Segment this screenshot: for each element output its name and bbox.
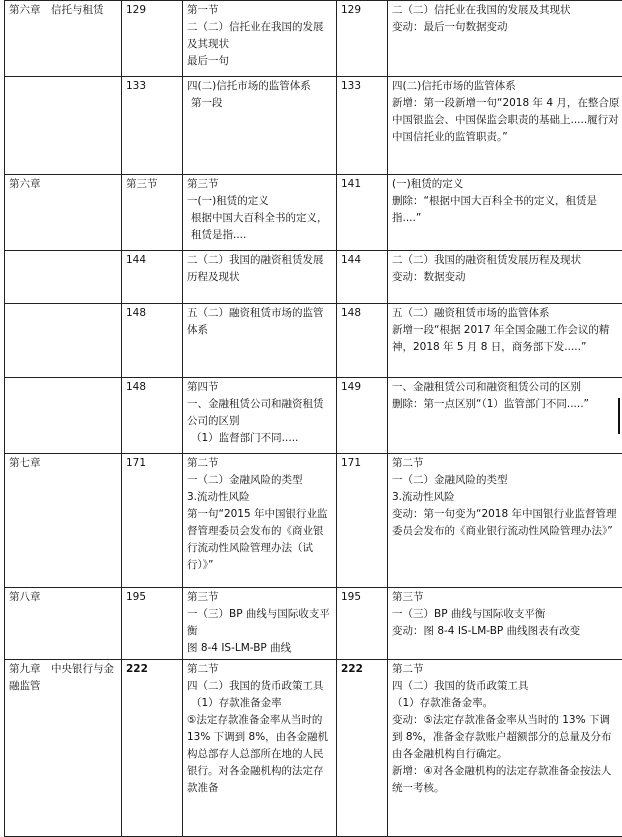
old-content-line: 第二节: [187, 661, 332, 678]
old-content-line: 3.流动性风险: [187, 489, 332, 506]
new-content-line: 3.流动性风险: [392, 489, 620, 506]
table-row: [5, 77, 622, 175]
new-content-line: 二（二）我国的融资租赁发展历程及现状: [392, 252, 620, 269]
chapter-cell: 第六章: [5, 175, 122, 251]
chapter-cell: 第九章 中央银行与金融监管: [5, 660, 122, 837]
new-content-cell: [388, 77, 622, 175]
new-page-cell: 195: [337, 588, 388, 660]
new-page-cell: 129: [337, 1, 388, 77]
old-content-line: ⑤法定存款准备金率从当时的 13% 下调到 8%，由各金融机构总部存人总部所在地的人民银行。对各金融机构的法定存款准备: [187, 712, 332, 797]
table-row: [5, 304, 622, 378]
new-content-line: 一（三）BP 曲线与国际收支平衡: [392, 606, 620, 623]
table-row: [5, 588, 622, 660]
old-page-cell: 148: [122, 378, 183, 454]
old-content-line: 第一段: [187, 95, 332, 112]
old-content-line: 最后一句: [187, 53, 332, 70]
chapter-cell: [5, 77, 122, 175]
old-page-cell: 222: [122, 660, 183, 837]
new-content-cell: [388, 251, 622, 304]
old-content-line: 第二节: [187, 455, 332, 472]
new-content-line: 变动：最后一句数据变动: [392, 19, 620, 36]
new-content-line: 第三节: [392, 589, 620, 606]
old-content-line: 第四节: [187, 379, 332, 396]
old-content-cell: [183, 378, 337, 454]
new-content-cell: [388, 304, 622, 378]
table-row: [5, 454, 622, 588]
old-content-line: 第三节: [187, 589, 332, 606]
new-content-line: 第二节: [392, 455, 620, 472]
new-content-cell: [388, 378, 622, 454]
old-content-line: 一、金融租赁公司和融资租赁公司的区别: [187, 396, 332, 430]
new-page-cell: 133: [337, 77, 388, 175]
old-content-line: 一（三）BP 曲线与国际收支平衡: [187, 606, 332, 640]
old-page-cell: 129: [122, 1, 183, 77]
new-page-cell: 148: [337, 304, 388, 378]
chapter-cell: [5, 304, 122, 378]
old-content-cell: [183, 304, 337, 378]
new-content-line: 新增：④对各金融机构的法定存款准备金按法人统一考核。: [392, 763, 620, 797]
revision-table-body: [5, 1, 622, 837]
new-content-cell: [388, 660, 622, 837]
old-content-line: 图 8-4 IS-LM-BP 曲线: [187, 640, 332, 657]
old-content-cell: [183, 1, 337, 77]
new-content-line: 一、金融租赁公司和融资租赁公司的区别: [392, 379, 620, 396]
margin-mark: [618, 398, 620, 434]
chapter-cell: 第七章: [5, 454, 122, 588]
old-page-cell: 195: [122, 588, 183, 660]
new-content-cell: [388, 1, 622, 77]
old-content-line: 第一节: [187, 2, 332, 19]
new-content-line: 新增一段“根据 2017 年全国金融工作会议的精神，2018 年 5 月 8 日，商务部下发.....”: [392, 322, 620, 356]
old-content-cell: [183, 175, 337, 251]
new-page-cell: 141: [337, 175, 388, 251]
old-content-line: 二（二）我国的融资租赁发展历程及现状: [187, 252, 332, 286]
old-page-cell: 144: [122, 251, 183, 304]
old-content-line: 第一句“2015 年中国银行业监督管理委员会发布的《商业银行流动性风险管理办法（试行）》”: [187, 506, 332, 574]
new-content-line: (一)租赁的定义: [392, 176, 620, 193]
old-content-cell: [183, 454, 337, 588]
chapter-cell: 第六章 信托与租赁: [5, 1, 122, 77]
new-content-cell: [388, 175, 622, 251]
new-page-cell: 149: [337, 378, 388, 454]
old-content-line: 二（二）信托业在我国的发展及其现状: [187, 19, 332, 53]
new-content-line: 第二节: [392, 661, 620, 678]
table-row: [5, 1, 622, 77]
old-content-line: 四(二)信托市场的监管体系: [187, 78, 332, 95]
old-content-cell: [183, 77, 337, 175]
old-page-cell: 第三节: [122, 175, 183, 251]
new-content-line: 删除：第一点区别“（1）监管部门不同.....”: [392, 396, 620, 413]
old-content-cell: [183, 588, 337, 660]
old-content-line: 第三节: [187, 176, 332, 193]
new-page-cell: 144: [337, 251, 388, 304]
new-content-line: 变动：图 8-4 IS-LM-BP 曲线图表有改变: [392, 623, 620, 640]
old-content-cell: [183, 660, 337, 837]
new-content-line: 一（二）金融风险的类型: [392, 472, 620, 489]
new-content-line: （1）存款准备金率。: [392, 695, 620, 712]
new-content-cell: [388, 454, 622, 588]
old-content-line: （1）存款准备金率: [187, 695, 332, 712]
old-content-line: 一(一)租赁的定义: [187, 193, 332, 210]
old-page-cell: 171: [122, 454, 183, 588]
old-content-line: 根据中国大百科全书的定义，租赁是指....: [187, 210, 332, 244]
new-content-line: 变动：数据变动: [392, 269, 620, 286]
table-row: [5, 251, 622, 304]
table-row: [5, 660, 622, 837]
chapter-cell: [5, 378, 122, 454]
new-content-line: 二（二）信托业在我国的发展及其现状: [392, 2, 620, 19]
new-content-line: 四（二）我国的货币政策工具: [392, 678, 620, 695]
new-content-line: 变动：⑤法定存款准备金率从当时的 13% 下调到 8%，准备金存款账户超额部分的总量及分布由各金融机构自行确定。: [392, 712, 620, 763]
table-row: [5, 175, 622, 251]
old-page-cell: 133: [122, 77, 183, 175]
new-content-line: 四(二)信托市场的监管体系: [392, 78, 620, 95]
chapter-cell: 第八章: [5, 588, 122, 660]
new-page-cell: 222: [337, 660, 388, 837]
new-content-line: 新增：第一段新增一句“2018 年 4 月，在整合原中国银监会、中国保监会职责的基础上.....履行对中国信托业的监管职责。”: [392, 95, 620, 146]
old-content-cell: [183, 251, 337, 304]
new-content-line: 变动：第一句变为“2018 年中国银行业监督管理委员会发布的《商业银行流动性风险管理办法》”: [392, 506, 620, 540]
chapter-cell: [5, 251, 122, 304]
new-content-line: 五（二）融资租赁市场的监管体系: [392, 305, 620, 322]
old-content-line: （1）监督部门不同.....: [187, 430, 332, 447]
old-content-line: 一（二）金融风险的类型: [187, 472, 332, 489]
new-content-cell: [388, 588, 622, 660]
old-page-cell: 148: [122, 304, 183, 378]
old-content-line: 四（二）我国的货币政策工具: [187, 678, 332, 695]
revision-table: [4, 0, 622, 837]
table-row: [5, 378, 622, 454]
new-content-line: 删除：“根据中国大百科全书的定义，租赁是指....”: [392, 193, 620, 227]
old-content-line: 五（二）融资租赁市场的监管体系: [187, 305, 332, 339]
new-page-cell: 171: [337, 454, 388, 588]
